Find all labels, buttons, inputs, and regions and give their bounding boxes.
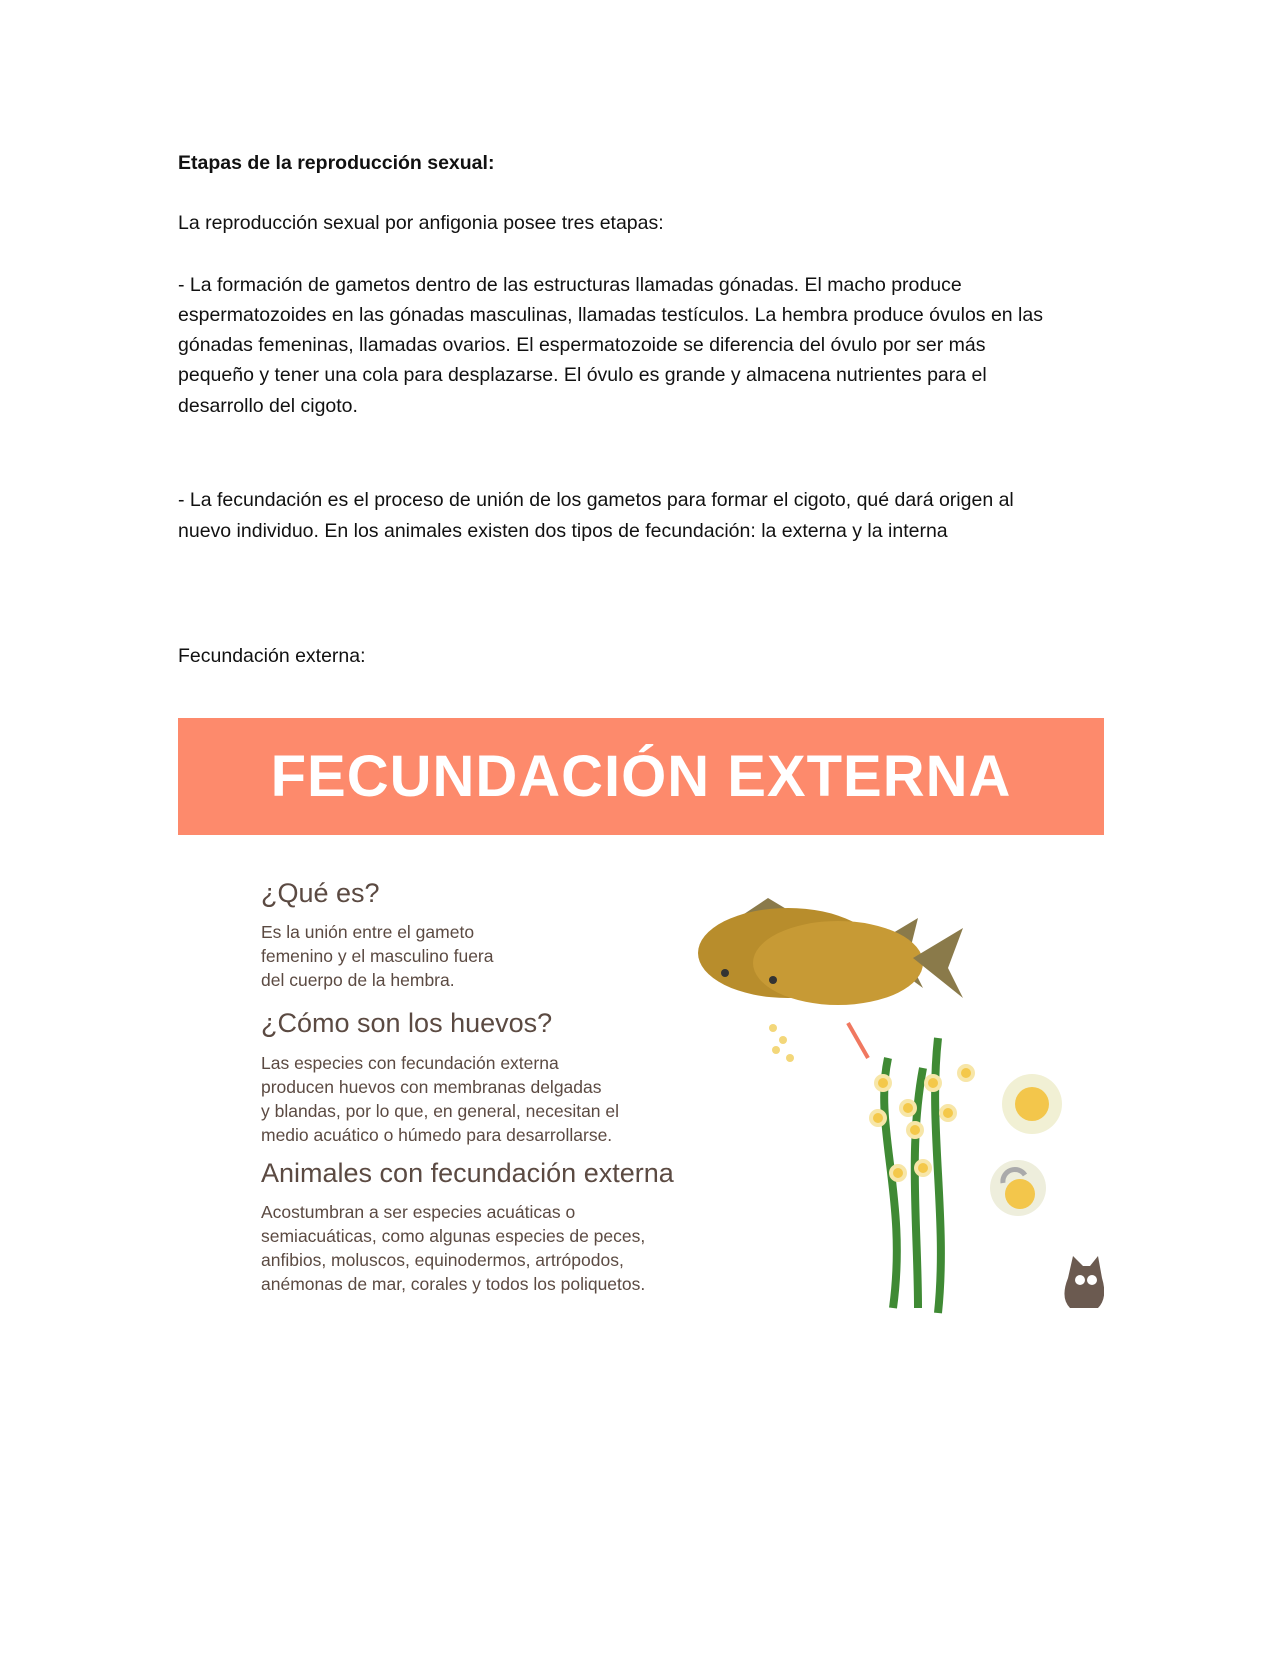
- text-line: - La formación de gametos dentro de las estructuras llamadas gónadas. El macho produce: [178, 274, 962, 296]
- text-line: desarrollo del cigoto.: [178, 395, 358, 417]
- fish-illustration: [618, 868, 1104, 1318]
- text-line: anémonas de mar, corales y todos los poliquetos.: [261, 1274, 646, 1294]
- infographic-image: [178, 718, 1104, 1318]
- text-line: del cuerpo de la hembra.: [261, 970, 455, 990]
- section-title: ¿Qué es?: [261, 878, 380, 908]
- text-line: espermatozoides en las gónadas masculinas, llamadas testículos. La hembra produce óvulos en las: [178, 304, 1043, 326]
- text-line: nuevo individuo. En los animales existen dos tipos de fecundación: la externa y la interna: [178, 520, 948, 542]
- section-text: [261, 1051, 619, 1147]
- infographic-banner: FECUNDACIÓN EXTERNA: [178, 718, 1104, 835]
- text-line: anfibios, moluscos, equinodermos, artrópodos,: [261, 1250, 624, 1270]
- fish-icon: [698, 898, 963, 1005]
- text-line: Acostumbran a ser especies acuáticas o: [261, 1202, 576, 1222]
- heading: Etapas de la reproducción sexual:: [178, 152, 495, 174]
- cat-logo-icon: [1064, 1256, 1104, 1308]
- subheading: Fecundación externa:: [178, 645, 366, 667]
- intro-text: La reproducción sexual por anfigonia posee tres etapas:: [178, 212, 664, 234]
- text-line: - La fecundación es el proceso de unión de los gametos para formar el cigoto, qué dará origen al: [178, 489, 1014, 511]
- section-text: [261, 1200, 645, 1296]
- section-text: [261, 920, 493, 992]
- text-line: Las especies con fecundación externa: [261, 1053, 559, 1073]
- eggs: [769, 1024, 794, 1062]
- text-line: pequeño y tener una cola para desplazarse. El óvulo es grande y almacena nutrientes para el: [178, 364, 987, 386]
- text-line: producen huevos con membranas delgadas: [261, 1077, 602, 1097]
- text-line: Es la unión entre el gameto: [261, 922, 475, 942]
- text-line: gónadas femeninas, llamadas ovarios. El espermatozoide se diferencia del óvulo por ser más: [178, 334, 986, 356]
- section-title: Animales con fecundación externa: [261, 1158, 674, 1188]
- text-line: y blandas, por lo que, en general, necesitan el: [261, 1101, 620, 1121]
- arrow-icon: [848, 1023, 868, 1058]
- section-title: ¿Cómo son los huevos?: [261, 1008, 553, 1038]
- text-line: semiacuáticas, como algunas especies de peces,: [261, 1226, 646, 1246]
- text-line: femenino y el masculino fuera: [261, 946, 494, 966]
- text-line: medio acuático o húmedo para desarrollarse.: [261, 1125, 613, 1145]
